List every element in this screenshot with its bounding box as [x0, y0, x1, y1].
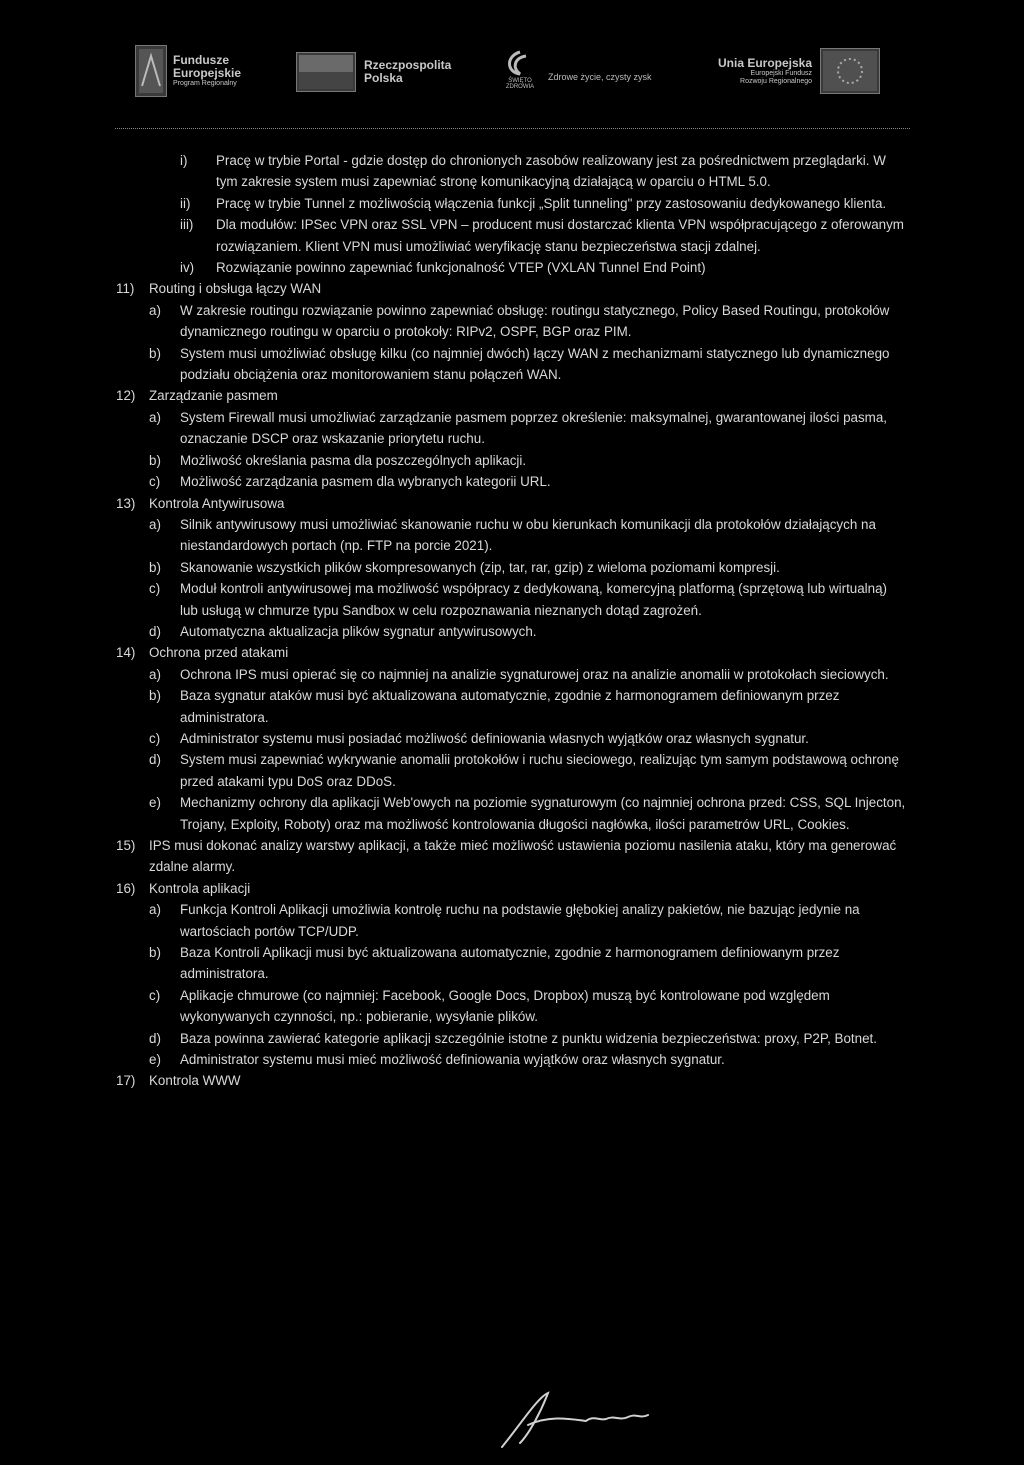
list-item-text: Moduł kontroli antywirusowej ma możliwość współpracy z dedykowaną, komercyjną platformą (sprzętową lub wirtualną) lub usługą w chmurze typu Sandbox w celu rozpoznawania nieznanych dotąd zagrożeń.: [180, 581, 888, 618]
list-item: [0, 985, 1024, 1028]
list-item-text: Baza powinna zawierać kategorie aplikacji szczególnie istotne z punktu widzenia bezpieczeństwa: proxy, P2P, Botnet.: [180, 1030, 877, 1046]
list-item-marker: b): [149, 452, 161, 468]
list-item-text: Pracę w trybie Portal - gdzie dostęp do chronionych zasobów realizowany jest za pośrednictwem przeglądarki. W tym zakresie system musi zapewniać stronę komunikacyjną działającą w oparciu o HTML 5.0.: [216, 153, 886, 190]
list-item: [0, 578, 1024, 621]
list-item-marker: c): [149, 987, 161, 1003]
list-item-text: Możliwość zarządzania pasmem dla wybranych kategorii URL.: [180, 474, 551, 490]
list-item-marker: 16): [116, 880, 136, 896]
region-slogan: Zdrowe życie, czysty zysk: [548, 72, 652, 82]
list-item-text: Kontrola WWW: [149, 1073, 241, 1089]
list-item: [0, 343, 1024, 386]
list-item-text: Funkcja Kontroli Aplikacji umożliwia kontrolę ruchu na podstawie głębokiej analizy pakietów, nie bazując jedynie na wartościach portów TCP/UDP.: [180, 902, 860, 939]
list-item-marker: a): [149, 902, 161, 918]
list-item-marker: b): [149, 559, 161, 575]
header-divider: [115, 128, 910, 129]
list-item-text: System musi zapewniać wykrywanie anomalii protokołów i ruchu sieciowego, realizując tym samym podstawową ochronę przed atakami typu DoS oraz DDoS.: [180, 752, 899, 789]
list-item: [0, 621, 1024, 642]
list-item: [0, 1070, 1024, 1091]
list-item-text: W zakresie routingu rozwiązanie powinno zapewniać obsługę: routingu statycznego, Policy Based Routingu, protokołów dynamicznego routingu w oparciu o protokoły: RIPv2, OSPF, BGP oraz PIM.: [180, 302, 890, 340]
list-item: [0, 557, 1024, 578]
fundusze-europejskie-logo: [135, 45, 241, 97]
eu-flag-icon: [820, 48, 880, 94]
list-item-text: Możliwość określania pasma dla poszczególnych aplikacji.: [180, 452, 527, 468]
list-item: [0, 792, 1024, 835]
list-item-text: Kontrola Antywirusowa: [149, 495, 285, 511]
list-item-marker: e): [149, 1052, 161, 1068]
list-item-text: Dla modułów: IPSec VPN oraz SSL VPN – producent musi dostarczać klienta VPN współpracującego z oferowanym rozwiązaniem. Klient VPN musi umożliwiać weryfikację stanu bezpieczeństwa stacji zdalnej.: [216, 217, 904, 254]
list-item: [0, 728, 1024, 749]
logo-ue-line3: Rozwoju Regionalnego: [740, 77, 813, 85]
list-item: [0, 899, 1024, 942]
list-item-marker: a): [149, 409, 161, 425]
unia-europejska-logo: [718, 48, 880, 94]
list-item-text: Skanowanie wszystkich plików skompresowanych (zip, tar, rar, gzip) z wieloma poziomami kompresji.: [180, 559, 780, 575]
list-item-marker: d): [149, 1030, 161, 1046]
region-swirl-icon: [500, 50, 540, 78]
handwritten-signature: [490, 1385, 660, 1455]
list-item: [0, 257, 1024, 278]
list-item-marker: a): [149, 302, 161, 318]
list-item-text: Rozwiązanie powinno zapewniać funkcjonalność VTEP (VXLAN Tunnel End Point): [216, 260, 706, 276]
list-item: [0, 835, 1024, 878]
logo-rp-line2: Polska: [364, 71, 403, 85]
list-item-marker: 14): [116, 645, 136, 661]
list-item-marker: c): [149, 730, 161, 746]
list-item: [0, 450, 1024, 471]
list-item-text: Aplikacje chmurowe (co najmniej: Facebook, Google Docs, Dropbox) muszą być kontrolowane pod względem wykonywanych czynności, np.: pobieranie, wysyłanie plików.: [180, 987, 830, 1025]
list-item: [0, 1028, 1024, 1049]
list-item-marker: 11): [116, 281, 135, 297]
polish-flag-icon: [296, 52, 356, 92]
list-item-marker: b): [149, 945, 161, 961]
list-item-text: Administrator systemu musi mieć możliwość definiowania wyjątków oraz własnych sygnatur.: [180, 1052, 725, 1068]
list-item-marker: e): [149, 795, 161, 811]
list-item-marker: 15): [116, 838, 136, 853]
list-item: [0, 407, 1024, 450]
list-item: [0, 749, 1024, 792]
list-item-text: Administrator systemu musi posiadać możliwość definiowania własnych wyjątków oraz własnych sygnatur.: [180, 730, 809, 746]
list-item-text: Silnik antywirusowy musi umożliwiać skanowanie ruchu w obu kierunkach komunikacji dla protokołów działających na niestandardowych portach (np. FTP na porcie 2021).: [180, 516, 876, 554]
list-item: [0, 385, 1024, 406]
list-item-marker: a): [149, 516, 161, 532]
list-item-text: Baza Kontroli Aplikacji musi być aktualizowana automatycznie, zgodnie z harmonogramem definiowanym przez administratora.: [180, 945, 840, 982]
list-item-text: System musi umożliwiać obsługę kilku (co najmniej dwóch) łączy WAN z mechanizmami statycznego lub dynamicznego podziału obciążenia oraz monitorowaniem stanu połączeń WAN.: [180, 345, 890, 383]
list-item-marker: 17): [116, 1073, 136, 1089]
list-item-marker: iv): [180, 260, 195, 276]
list-item: [0, 878, 1024, 899]
list-item-text: Pracę w trybie Tunnel z możliwością włączenia funkcji „Split tunneling" przy zastosowaniu dedykowanego klienta.: [216, 195, 887, 211]
list-item-text: Kontrola aplikacji: [149, 880, 251, 896]
list-item-text: Ochrona przed atakami: [149, 645, 289, 661]
list-item-text: Automatyczna aktualizacja plików sygnatur antywirusowych.: [180, 623, 537, 639]
fundusze-flag-icon: [135, 45, 167, 97]
list-item: [0, 150, 1024, 193]
list-item-marker: b): [149, 688, 161, 704]
document-body: [0, 150, 1024, 1092]
list-item: [0, 642, 1024, 663]
list-item-text: System Firewall musi umożliwiać zarządzanie pasmem poprzez określenie: maksymalnej, gwarantowanej ilości pasma, oznaczanie DSCP oraz wskazanie priorytetu ruchu.: [180, 409, 887, 447]
logo-ue-line1: Unia Europejska: [718, 55, 813, 70]
list-item: [0, 685, 1024, 728]
page-header: [0, 0, 1024, 130]
logo-rp-line1: Rzeczpospolita: [364, 57, 452, 72]
list-item: [0, 471, 1024, 492]
list-item-marker: 13): [116, 495, 136, 511]
list-item: [0, 278, 1024, 299]
list-item: [0, 514, 1024, 557]
logo-ue-line2: Europejski Fundusz: [750, 69, 813, 77]
list-item-marker: d): [149, 623, 161, 639]
list-item-marker: a): [149, 666, 161, 682]
list-item-marker: iii): [180, 217, 194, 233]
list-item-text: Mechanizmy ochrony dla aplikacji Web'owych na poziomie sygnaturowym (co najmniej ochrona przed: CSS, SQL Injecton, Trojany, Exploity, Roboty) oraz ma możliwość kontrolowania długości nagłówka, ilości parametrów URL, Cookies.: [180, 795, 906, 832]
list-item-marker: i): [180, 153, 188, 168]
list-item-marker: c): [149, 474, 161, 490]
list-item-text: Baza sygnatur ataków musi być aktualizowana automatycznie, zgodnie z harmonogramem definiowanym przez administratora.: [180, 688, 840, 725]
list-item-marker: ii): [180, 195, 191, 211]
region-mark-text: ŚWIĘTO ZDROWIA: [505, 78, 535, 90]
region-logo: [498, 50, 652, 90]
logo-fe-line1: Fundusze: [173, 52, 229, 67]
logo-fe-line2: Europejskie: [173, 66, 242, 81]
list-item: [0, 193, 1024, 214]
list-item: [0, 1049, 1024, 1070]
list-item: [0, 664, 1024, 685]
logo-fe-line3: Program Regionalny: [173, 80, 237, 88]
list-item-text: IPS musi dokonać analizy warstwy aplikacji, a także mieć możliwość ustawienia poziomu nasilenia ataku, który ma generować zdalne alarmy.: [149, 838, 897, 875]
list-item-marker: d): [149, 752, 161, 768]
list-item-text: Zarządzanie pasmem: [149, 388, 278, 404]
list-item-marker: 12): [116, 388, 136, 404]
list-item-text: Ochrona IPS musi opierać się co najmniej na analizie sygnaturowej oraz na analizie anomalii w protokołach sieciowych.: [180, 666, 889, 682]
list-item: [0, 300, 1024, 343]
list-item-text: Routing i obsługa łączy WAN: [149, 281, 322, 297]
list-item-marker: c): [149, 581, 161, 597]
list-item: [0, 493, 1024, 514]
list-item: [0, 942, 1024, 985]
list-item: [0, 214, 1024, 257]
list-item-marker: b): [149, 345, 161, 361]
rzeczpospolita-logo: [296, 52, 451, 92]
